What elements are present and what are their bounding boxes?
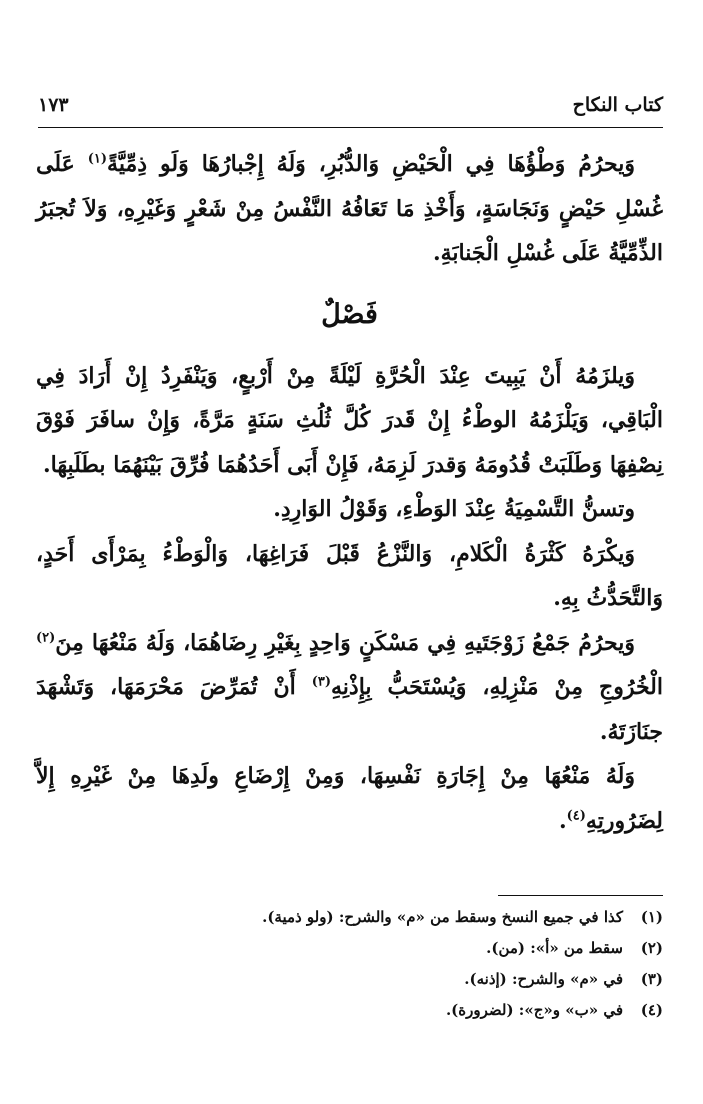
- footnote-number: (٣): [640, 970, 663, 988]
- footnote-number: (٤): [640, 1001, 663, 1019]
- footnote-divider: [498, 895, 663, 896]
- paragraph-5: وَيحرُمُ جَمْعُ زَوْجَتَيهِ فِي مَسْكَنٍ وَاحِدٍ بِغَيْرِ رِضَاهُمَا، وَلَهُ مَنْعُهَا مِنَ$^{(٢)}$ الْخُرُوجِ مِنْ مَنْزِلِهِ، وَيُسْتَحَبُّ بِإِذْنِهِ$^{(٣)}$ أَنْ تُمَرِّضَ مَحْرَمَهَا، وَتَشْهَدَ جنَازَتَهُ.: [36, 629, 663, 745]
- footnote-text: في «ب» و«ج»: (لضرورة).: [445, 1001, 623, 1019]
- footnote-ref-2: (٢): [36, 630, 56, 646]
- page-header: [38, 88, 663, 122]
- section-title: فَصْلٌ: [321, 298, 378, 330]
- header-divider: [38, 127, 663, 128]
- footnote-text: في «م» والشرح: (إذنه).: [464, 970, 623, 988]
- footnotes: [36, 902, 663, 1026]
- paragraph-3: وتسنُّ التَّسْمِيَةُ عِنْدَ الوَطْءِ، وَقَوْلُ الوَارِدِ.: [273, 496, 635, 522]
- footnote-ref-1: (١): [87, 151, 108, 167]
- running-title: كتاب النكاح: [572, 94, 663, 116]
- footnote-number: (١): [640, 908, 663, 926]
- footnote-item: [36, 902, 663, 933]
- main-text: [36, 142, 663, 843]
- footnote-ref-4: (٤): [566, 808, 586, 824]
- paragraph-1: وَيحرُمُ وَطْؤُهَا فِي الْحَيْضِ وَالدُّبُرِ، وَلَهُ إِجْبارُهَا وَلَو ذِمِّيَّةً$^{(١)}$ عَلَى غُسْلِ حَيْضٍ وَنَجَاسَةٍ، وَأَخْذِ مَا تَعَافُهُ النَّفْسُ مِنْ شَعْرٍ وَغَيْرِهِ، وَلاَ تُجبَرُ الذِّمِّيَّةُ عَلَى غُسْلِ الْجَنابَةِ.: [36, 151, 663, 266]
- footnote-number: (٢): [640, 939, 663, 957]
- footnote-text: كذا في جميع النسخ وسقط من «م» والشرح: (ولو ذمية).: [262, 908, 623, 926]
- footnote-item: [36, 964, 663, 995]
- footnote-text: سقط من «أ»: (من).: [486, 939, 623, 957]
- paragraph-4: وَيكْرَهُ كَثْرَةُ الْكَلامِ، وَالنَّزْعُ قَبْلَ فَرَاغِهَا، وَالْوَطْءُ بِمَرْأَى أَحَدٍ، وَالتَّحَدُّثُ بِهِ.: [36, 540, 663, 611]
- footnote-item: [36, 995, 663, 1026]
- page-number: ١٧٣: [38, 94, 69, 116]
- paragraph-2: وَيلزَمُهُ أَنْ يَبِيتَ عِنْدَ الْحُرَّةِ لَيْلَةً مِنْ أَرْبعٍ، وَيَنْفَرِدُ إِنْ أَرَادَ فِي الْبَاقِي، وَيَلْزَمُهُ الوطْءُ إِنْ قَدرَ كُلَّ ثُلُثِ سَنَةٍ مَرَّةً، وَإِنْ سافَرَ فَوْقَ نِصْفِهَا وَطَلَبَتْ قُدُومَهُ وَقدرَ لَزِمَهُ، فَإِنْ أَبَى أَحَدُهُمَا فُرِّقَ بَيْنَهُمَا بطَلَبِهَا.: [36, 362, 663, 478]
- paragraph-6: وَلَهُ مَنْعُهَا مِنْ إِجَارَةِ نَفْسِهَا، وَمِنْ إِرْضَاعِ ولَدِهَا مِنْ غَيْرِهِ إِلاَّ لِضَرُورتِهِ$^{(٤)}$.: [36, 763, 663, 834]
- footnote-ref-3: (٣): [311, 674, 332, 690]
- footnote-item: [36, 933, 663, 964]
